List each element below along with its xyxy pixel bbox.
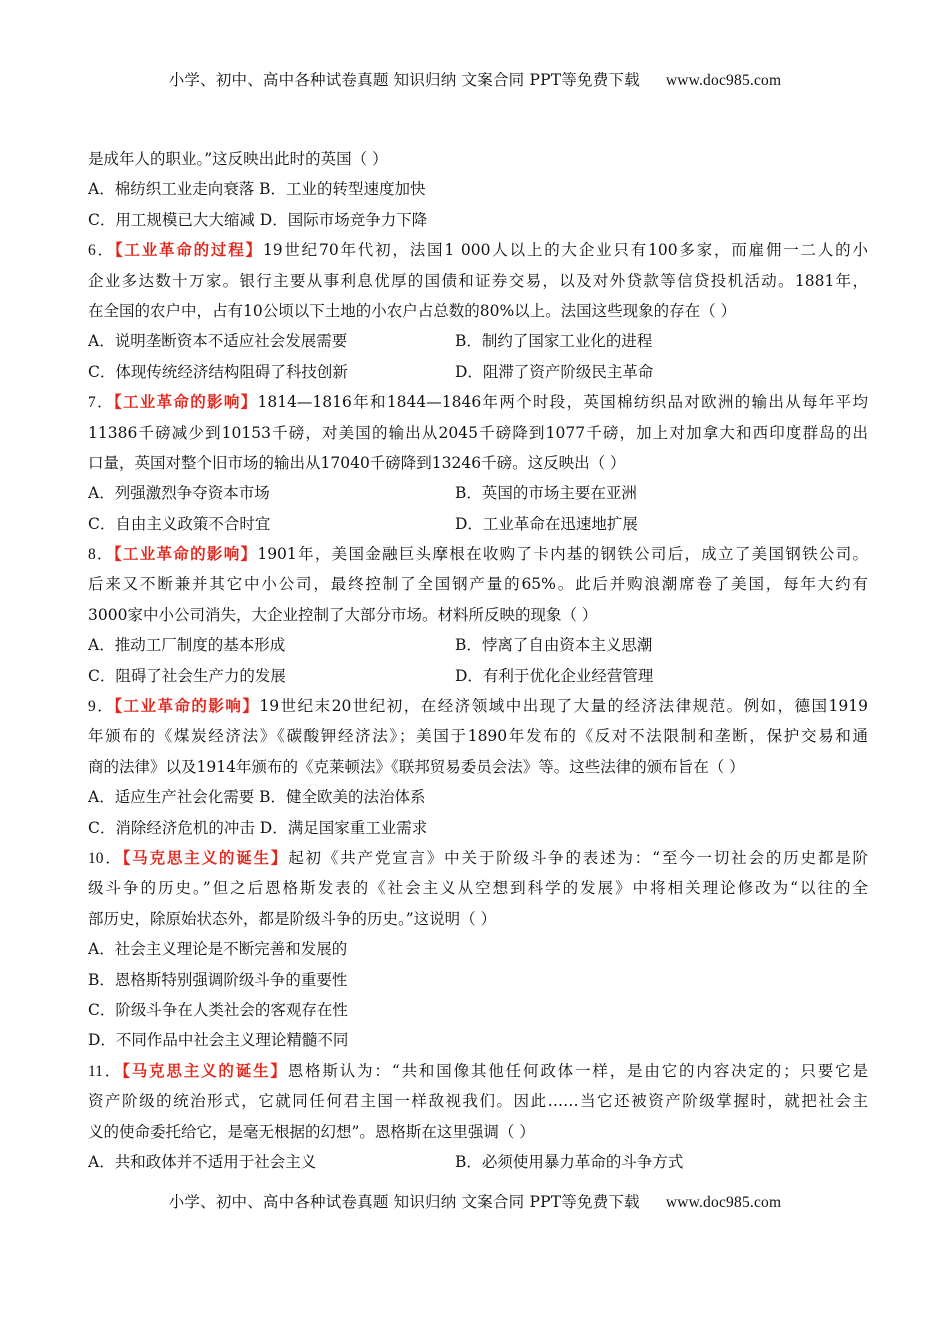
q6-option-d: D．阻滞了资产阶级民主革命 [455,362,654,381]
header-url[interactable]: www.doc985.com [665,72,782,89]
q10-option-c: C．阶级斗争在人类社会的客观存在性 [88,1000,348,1019]
q9-topic-tag: 【工业革命的影响】 [114,696,260,716]
q8-topic-tag: 【工业革命的影响】 [113,544,258,564]
q7-stem-line1 [88,387,868,417]
q7-stem-text1: 1814—1816年和1844—1846年两个时段，英国棉纺织品对欧洲的输出从每年平均 [257,393,868,412]
q6-option-a: A．说明垄断资本不适应社会发展需要 [88,332,348,351]
q6-stem-text1: 19世纪70年代初，法国1 000人以上的大企业只有100多家，而雇佣一二人的小 [262,241,868,260]
q11-options-row1 [88,1147,868,1177]
q9-stem-text1: 19世纪末20世纪初，在经济领域中出现了大量的经济法律规范。例如，德国1919 [259,697,868,716]
q8-option-b: B．悖离了自由资本主义思潮 [455,636,653,655]
q10-stem-line1 [88,843,868,873]
q9-options-cd: C．消除经济危机的冲击 D．满足国家重工业需求 [88,818,428,837]
q11-number: 11． [88,1062,123,1080]
q6-number: 6． [88,242,115,260]
q11-option-a: A．共和政体并不适用于社会主义 [88,1152,317,1171]
q6-stem-line2: 企业多达数十万家。银行主要从事利息优厚的国债和证券交易，以及对外贷款等信贷投机活动。1881年， [88,271,868,290]
q11-stem-line2: 资产阶级的统治形式，它就同任何君主国一样敌视我们。因此……当它还被资产阶级掌握时，就把社会主 [88,1092,868,1111]
q8-options-row2 [88,661,868,691]
q8-stem-line1 [88,539,868,569]
q10-topic-tag: 【马克思主义的诞生】 [122,847,289,867]
q6-options-row1 [88,326,868,356]
q9-stem-line3: 商的法律》以及1914年颁布的《克莱顿法》《联邦贸易委员会法》等。这些法律的颁布旨在（ ） [88,757,745,776]
q6-option-c: C．体现传统经济结构阻碍了科技创新 [88,362,348,381]
q7-number: 7． [88,394,114,412]
q7-stem-line2: 11386千磅减少到10153千磅，对美国的输出从2045千磅降到1077千磅，加上对加拿大和西印度群岛的出 [88,423,868,442]
q6-topic-tag: 【工业革命的过程】 [114,240,263,260]
q7-stem-line3: 口量，英国对整个旧市场的输出从17040千磅降到13246千磅。这反映出（ ） [88,453,626,472]
q11-stem-line1 [88,1056,868,1086]
q11-option-b: B．必须使用暴力革命的斗争方式 [455,1152,684,1171]
q8-stem-line3: 3000家中小公司消失，大企业控制了大部分市场。材料所反映的现象（ ） [88,605,598,624]
q8-stem-line2: 后来又不断兼并其它中小公司，最终控制了全国钢产量的65%。此后并购浪潮席卷了美国，每年大约有 [88,575,868,594]
q7-option-b: B．英国的市场主要在亚洲 [455,484,637,503]
q10-option-d: D．不同作品中社会主义理论精髓不同 [88,1031,349,1050]
q6-stem-line1 [88,235,868,265]
q7-topic-tag: 【工业革命的影响】 [113,392,258,412]
q7-option-d: D．工业革命在迅速地扩展 [455,514,638,533]
q7-option-a: A．列强激烈争夺资本市场 [88,484,270,503]
q10-option-b: B．恩格斯特别强调阶级斗争的重要性 [88,970,348,989]
q7-option-c: C．自由主义政策不合时宜 [88,514,271,533]
q6-options-row2 [88,357,868,387]
q5-options-cd: C．用工规模已大大缩减 D．国际市场竞争力下降 [88,210,428,229]
q8-options-row1 [88,630,868,660]
q10-stem-text1: 起初《共产党宣言》中关于阶级斗争的表述为：“至今一切社会的历史都是阶 [288,848,868,867]
q11-stem-line3: 义的使命委托给它，是毫无根据的幻想”。恩格斯在这里强调（ ） [88,1122,535,1141]
q7-options-row1 [88,478,868,508]
q9-number: 9． [88,698,115,716]
q5-stem-tail: 是成年人的职业。”这反映出此时的英国（ ） [88,150,388,168]
q8-option-d: D．有利于优化企业经营管理 [455,666,654,685]
q8-option-c: C．阻碍了社会生产力的发展 [88,666,286,685]
q10-stem-line2: 级斗争的历史。”但之后恩格斯发表的《社会主义从空想到科学的发展》中将相关理论修改为“以往的全 [88,879,868,898]
q6-stem-line3: 在全国的农户中，占有10公顷以下土地的小农户占总数的80%以上。法国这些现象的存在（ ） [88,301,737,320]
q11-topic-tag: 【马克思主义的诞生】 [122,1060,288,1080]
footer-url[interactable]: www.doc985.com [665,1194,782,1211]
page-footer [0,1190,950,1212]
q8-option-a: A．推动工厂制度的基本形成 [88,636,286,655]
q7-options-row2 [88,509,868,539]
page-header [0,68,950,90]
q5-options-ab: A．棉纺织工业走向衰落 B．工业的转型速度加快 [88,180,426,199]
q8-stem-text1: 1901年，美国金融巨头摩根在收购了卡内基的钢铁公司后，成立了美国钢铁公司。 [257,545,868,564]
q8-number: 8． [88,546,114,564]
question-content [88,144,868,1177]
header-text: 小学、初中、高中各种试卷真题 知识归纳 文案合同 PPT等免费下载 [168,71,640,89]
q10-option-a: A．社会主义理论是不断完善和发展的 [88,940,348,959]
q11-stem-text1: 恩格斯认为：“共和国像其他任何政体一样，是由它的内容决定的；只要它是 [287,1061,868,1080]
q10-number: 10． [88,849,123,867]
q9-stem-line1 [88,691,868,721]
footer-text: 小学、初中、高中各种试卷真题 知识归纳 文案合同 PPT等免费下载 [168,1193,640,1211]
q9-options-ab: A．适应生产社会化需要 B．健全欧美的法治体系 [88,788,426,807]
q10-stem-line3: 部历史，除原始状态外，都是阶级斗争的历史。”这说明（ ） [88,909,497,928]
q9-stem-line2: 年颁布的《煤炭经济法》《碳酸钾经济法》；美国于1890年发布的《反对不法限制和垄断，保护交易和通 [88,727,868,746]
q6-option-b: B．制约了国家工业化的进程 [455,332,653,351]
